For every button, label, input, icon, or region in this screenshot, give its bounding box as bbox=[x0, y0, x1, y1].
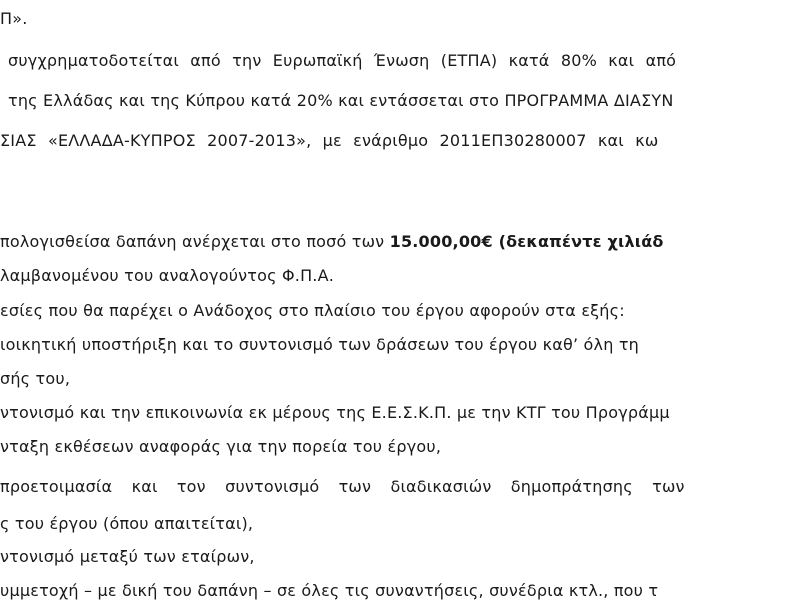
text-line-1: Π». bbox=[0, 9, 28, 28]
text-line-12: προετοιμασία και τον συντονισμό των διαδικασιών δημοπράτησης των bbox=[0, 477, 685, 496]
text-line-15: υμμετοχή – με δική του δαπάνη – σε όλες τις συναντήσεις, συνέδρια κτλ., που τ bbox=[0, 581, 659, 600]
text-line-7: εσίες που θα παρέχει ο Ανάδοχος στο πλαίσιο του έργου αφορούν στα εξής: bbox=[0, 301, 625, 320]
text-line-2: συγχρηματοδοτείται από την Ευρωπαϊκή Ένωση (ΕΤΠΑ) κατά 80% και από bbox=[8, 51, 677, 70]
text-line-6: λαμβανομένου του αναλογούντος Φ.Π.Α. bbox=[0, 266, 335, 285]
text-line-13: ς του έργου (όπου απαιτείται), bbox=[0, 514, 254, 533]
text-line-5 bbox=[0, 232, 664, 252]
text-line-8: ιοικητική υποστήριξη και το συντονισμό των δράσεων του έργου καθ’ όλη τη bbox=[0, 335, 640, 354]
text-line-9: σής του, bbox=[0, 369, 71, 388]
amount-text: 15.000,00€ (δεκαπέντε χιλιάδ bbox=[389, 232, 664, 251]
text-line-14: ντονισμό μεταξύ των εταίρων, bbox=[0, 547, 255, 566]
text-line-11: νταξη εκθέσεων αναφοράς για την πορεία του έργου, bbox=[0, 437, 442, 456]
text-line-3: της Ελλάδας και της Κύπρου κατά 20% και εντάσσεται στο ΠΡΟΓΡΑΜΜΑ ΔΙΑΣΥΝ bbox=[8, 91, 674, 110]
text-line-10: ντονισμό και την επικοινωνία εκ μέρους της Ε.Ε.Σ.Κ.Π. με την ΚΤΓ του Προγράμμ bbox=[0, 403, 670, 422]
text-line-4: ΣΙΑΣ «ΕΛΛΑΔΑ-ΚΥΠΡΟΣ 2007-2013», με ενάριθμο 2011ΕΠ30280007 και κω bbox=[0, 131, 659, 150]
text-line-5-plain: πολογισθείσα δαπάνη ανέρχεται στο ποσό των bbox=[0, 232, 390, 251]
